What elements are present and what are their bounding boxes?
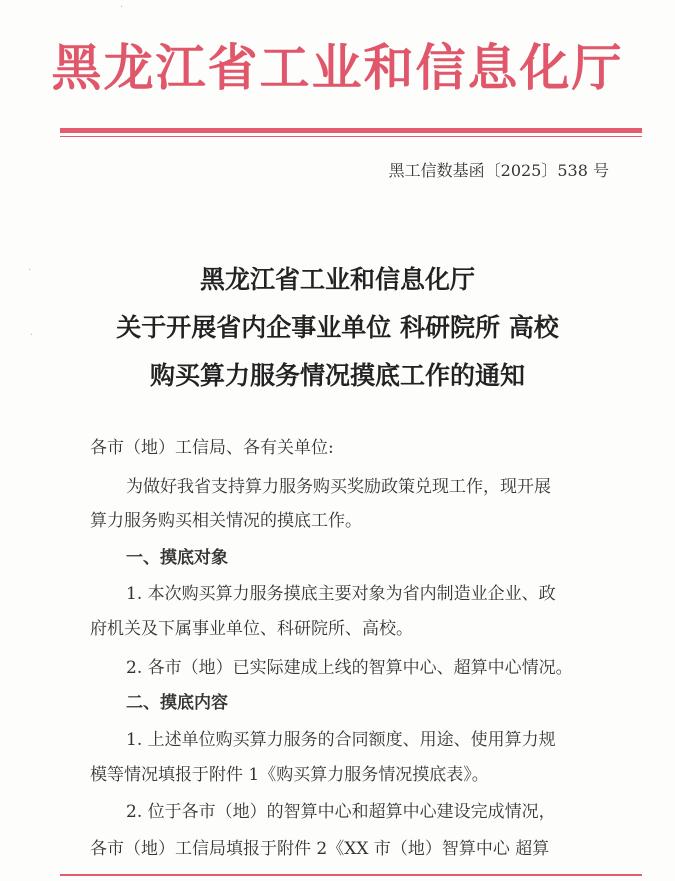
title-line-3: 购买算力服务情况摸底工作的通知 <box>149 361 525 390</box>
letterhead-org-name: 黑龙江省工业和信息化厅 <box>51 38 624 97</box>
title-line-2: 关于开展省内企事业单位 科研院所 高校 <box>116 313 559 342</box>
intro-line-2: 算力服务购买相关情况的摸底工作。 <box>90 511 362 531</box>
letterhead-red-rule-thin <box>60 136 642 137</box>
document-number: 黑工信数基函〔2025〕538 号 <box>388 161 609 180</box>
section-2-item-1-line-1: 1. 上述单位购买算力服务的合同额度、用途、使用算力规 <box>126 730 556 750</box>
scan-speck: · <box>120 2 124 13</box>
section-2-heading: 二、摸底内容 <box>126 693 228 713</box>
section-1-item-1-line-1: 1. 本次购买算力服务摸底主要对象为省内制造业企业、政 <box>126 584 556 604</box>
letterhead-red-rule <box>60 128 642 133</box>
section-1-item-1-line-2: 府机关及下属事业单位、科研院所、高校。 <box>90 619 413 639</box>
title-line-1: 黑龙江省工业和信息化厅 <box>199 265 475 294</box>
section-2-item-2-line-2: 各市（地）工信局填报于附件 2《XX 市（地）智算中心 超算 <box>90 839 550 859</box>
section-1-heading: 一、摸底对象 <box>126 548 228 568</box>
scan-speck: · <box>30 330 34 341</box>
scan-speck: · <box>28 265 32 276</box>
salutation: 各市（地）工信局、各有关单位: <box>90 438 334 458</box>
section-2-item-1-line-2: 模等情况填报于附件 1《购买算力服务情况摸底表》。 <box>90 765 489 785</box>
intro-line-1: 为做好我省支持算力服务购买奖励政策兑现工作，现开展 <box>126 477 551 497</box>
section-2-item-2-line-1: 2. 位于各市（地）的智算中心和超算中心建设完成情况， <box>126 802 556 822</box>
section-1-item-2: 2. 各市（地）已实际建成上线的智算中心、超算中心情况。 <box>126 658 573 678</box>
bottom-edge-rule <box>60 874 642 876</box>
